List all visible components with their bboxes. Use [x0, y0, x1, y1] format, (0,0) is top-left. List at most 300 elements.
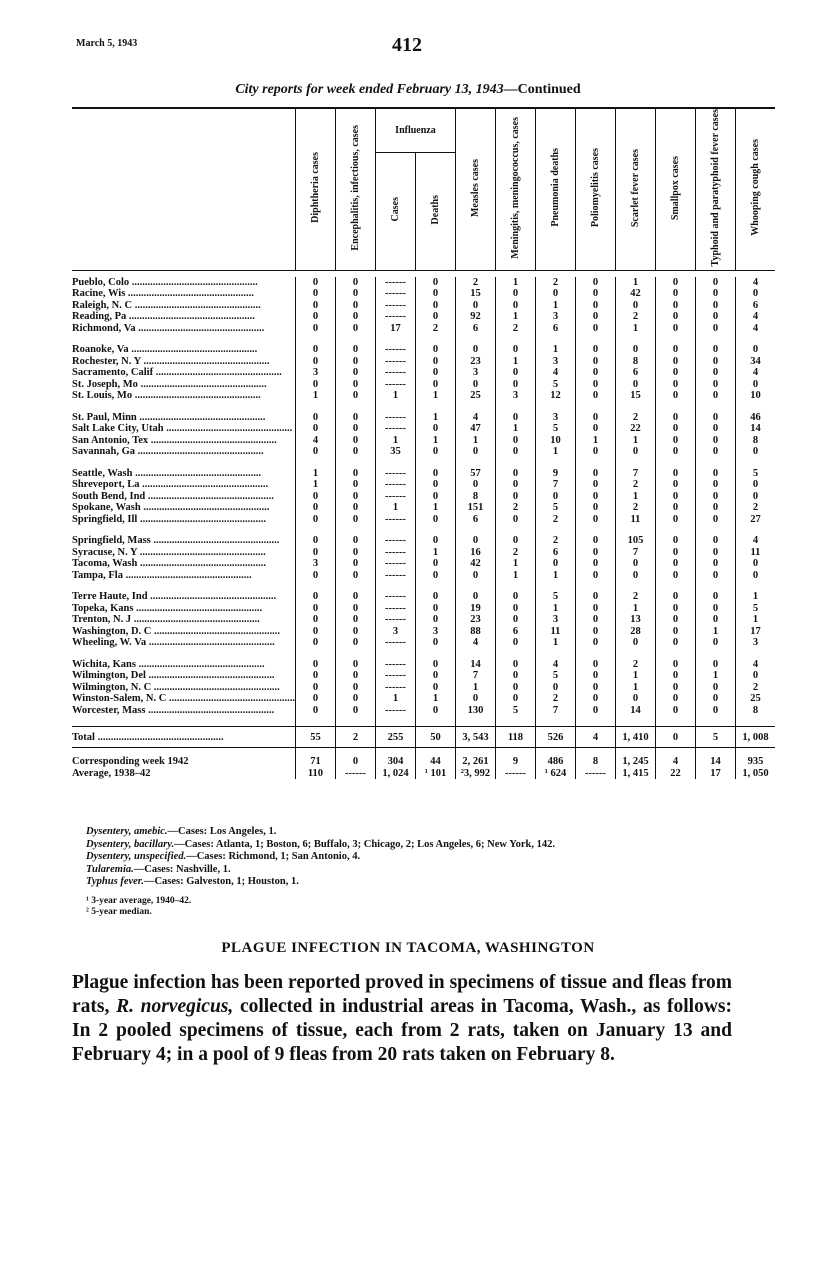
table-cell: 0 — [295, 277, 335, 289]
table-row — [72, 412, 775, 424]
table-cell: 0 — [295, 423, 335, 435]
table-cell: 0 — [415, 670, 455, 682]
table-cell: 0 — [735, 670, 775, 682]
table-cell: ------ — [375, 300, 415, 312]
city-name: South Bend, Ind ..... — [72, 491, 295, 503]
table-cell: 0 — [575, 603, 615, 615]
table-cell: 1, 024 — [375, 768, 415, 780]
table-cell: ------ — [375, 277, 415, 289]
table-cell: 1, 410 — [615, 727, 655, 748]
table-cell: 0 — [295, 591, 335, 603]
table-cell: 0 — [695, 367, 735, 379]
table-cell: 0 — [575, 446, 615, 458]
table-row — [72, 614, 775, 626]
table-cell: 0 — [695, 423, 735, 435]
table-cell: 1 — [615, 670, 655, 682]
table-cell: 15 — [455, 288, 495, 300]
col-influenza-deaths: Deaths — [415, 152, 455, 270]
table-cell: 0 — [655, 423, 695, 435]
table-cell: 0 — [575, 693, 615, 705]
table-cell: ------ — [375, 659, 415, 671]
table-cell: 0 — [415, 570, 455, 582]
running-header-date: March 5, 1943 — [76, 38, 138, 49]
table-cell: 7 — [535, 479, 575, 491]
table-cell: 0 — [655, 558, 695, 570]
table-cell: 25 — [735, 693, 775, 705]
table-cell: 0 — [695, 547, 735, 559]
table-cell: 0 — [655, 435, 695, 447]
col-scarlet: Scarlet fever cases — [615, 108, 655, 270]
table-cell: 2 — [535, 514, 575, 526]
table-cell: 1 — [735, 614, 775, 626]
table-cell: 92 — [455, 311, 495, 323]
table-cell: 0 — [575, 535, 615, 547]
table-cell: 0 — [335, 570, 375, 582]
city-name: Racine, Wis ..... — [72, 288, 295, 300]
table-caption — [0, 82, 816, 98]
table-cell: ------ — [375, 288, 415, 300]
table-cell: 22 — [615, 423, 655, 435]
table-cell: 1 — [415, 693, 455, 705]
table-cell: 14 — [615, 705, 655, 717]
table-cell: 0 — [295, 659, 335, 671]
table-row — [72, 659, 775, 671]
table-cell: 44 — [415, 756, 455, 768]
col-diphtheria: Diphtheria cases — [295, 108, 335, 270]
table-cell: 0 — [695, 682, 735, 694]
table-cell: 0 — [295, 693, 335, 705]
table-cell: 3 — [495, 390, 535, 402]
table-cell: 10 — [535, 435, 575, 447]
table-cell: 0 — [495, 468, 535, 480]
species-name: R. norvegicus, — [116, 996, 234, 1017]
table-cell: 1 — [615, 603, 655, 615]
table-cell: 0 — [415, 356, 455, 368]
table-cell: 0 — [335, 626, 375, 638]
table-cell: 0 — [655, 705, 695, 717]
table-cell: ------ — [375, 535, 415, 547]
table-row — [72, 591, 775, 603]
city-name: Wilmington, N. C ..... — [72, 682, 295, 694]
table-cell: 4 — [455, 637, 495, 649]
table-cell: 0 — [655, 367, 695, 379]
table-cell: 0 — [495, 379, 535, 391]
table-row — [72, 277, 775, 289]
city-name: Wilmington, Del ..... — [72, 670, 295, 682]
table-cell: 0 — [335, 756, 375, 768]
table-cell: 0 — [295, 323, 335, 335]
table-cell: 5 — [535, 502, 575, 514]
table-cell: 0 — [295, 412, 335, 424]
table-cell: 1 — [375, 693, 415, 705]
table-cell: 10 — [735, 390, 775, 402]
col-measles: Measles cases — [455, 108, 495, 270]
table-cell: 2 — [335, 727, 375, 748]
table-cell: 0 — [695, 390, 735, 402]
table-cell: 0 — [335, 514, 375, 526]
table-cell: 0 — [655, 468, 695, 480]
city-name: Total ..... — [72, 727, 295, 748]
table-cell: 0 — [335, 547, 375, 559]
table-cell: 1 — [295, 390, 335, 402]
table-cell: 0 — [495, 535, 535, 547]
table-cell: 0 — [735, 288, 775, 300]
table-cell: 3 — [735, 637, 775, 649]
table-cell: 12 — [535, 390, 575, 402]
table-cell: 0 — [655, 390, 695, 402]
table-cell: 0 — [415, 535, 455, 547]
city-name: St. Joseph, Mo ..... — [72, 379, 295, 391]
table-cell: 46 — [735, 412, 775, 424]
table-cell: 13 — [615, 614, 655, 626]
table-cell: 0 — [415, 288, 455, 300]
table-cell: 0 — [335, 344, 375, 356]
table-cell: 0 — [295, 379, 335, 391]
table-cell: 0 — [495, 693, 535, 705]
table-row — [72, 626, 775, 638]
table-cell: 0 — [655, 356, 695, 368]
table-cell: 0 — [575, 479, 615, 491]
table-row — [72, 558, 775, 570]
table-cell: 1 — [535, 446, 575, 458]
table-cell: 8 — [735, 435, 775, 447]
table-row — [72, 356, 775, 368]
table-cell: 0 — [495, 435, 535, 447]
table-cell: 42 — [455, 558, 495, 570]
table-cell: 4 — [735, 535, 775, 547]
table-cell: 0 — [615, 570, 655, 582]
table-cell: 0 — [335, 323, 375, 335]
table-cell: 5 — [535, 670, 575, 682]
table-cell: 0 — [695, 344, 735, 356]
table-cell: 1 — [415, 390, 455, 402]
table-cell: 0 — [495, 659, 535, 671]
table-cell: 0 — [335, 446, 375, 458]
table-cell: 0 — [335, 558, 375, 570]
table-cell: 3, 543 — [455, 727, 495, 748]
table-row — [72, 446, 775, 458]
city-name: Syracuse, N. Y ..... — [72, 547, 295, 559]
table-row — [72, 727, 775, 748]
table-cell: 0 — [615, 344, 655, 356]
table-cell: 0 — [735, 344, 775, 356]
city-name: Wheeling, W. Va ..... — [72, 637, 295, 649]
table-cell: 2 — [495, 502, 535, 514]
table-cell: 0 — [495, 637, 535, 649]
table-cell: 55 — [295, 727, 335, 748]
table-cell: 0 — [495, 614, 535, 626]
table-cell: 23 — [455, 356, 495, 368]
table-cell: 1 — [495, 356, 535, 368]
table-cell: 0 — [575, 626, 615, 638]
table-cell: 23 — [455, 614, 495, 626]
table-cell: 0 — [695, 514, 735, 526]
table-row — [72, 768, 775, 780]
table-row — [72, 705, 775, 717]
table-cell: 0 — [335, 356, 375, 368]
table-cell: 2, 261 — [455, 756, 495, 768]
table-cell: ------ — [495, 768, 535, 780]
table-cell: 1 — [615, 435, 655, 447]
table-row — [72, 535, 775, 547]
table-cell: ------ — [375, 491, 415, 503]
table-cell: 71 — [295, 756, 335, 768]
table-cell: 0 — [695, 535, 735, 547]
table-cell: 0 — [695, 570, 735, 582]
table-cell: 2 — [535, 277, 575, 289]
table-cell: 0 — [695, 277, 735, 289]
col-whooping: Whooping cough cases — [735, 108, 775, 270]
table-cell: 0 — [335, 705, 375, 717]
table-cell: 0 — [655, 300, 695, 312]
table-cell: ------ — [375, 412, 415, 424]
table-cell: 1 — [455, 682, 495, 694]
table-cell: 1 — [535, 637, 575, 649]
table-cell: 11 — [735, 547, 775, 559]
col-encephalitis: Encephalitis, infectious, cases — [335, 108, 375, 270]
table-row — [72, 367, 775, 379]
table-cell: 0 — [495, 682, 535, 694]
table-cell: 0 — [735, 570, 775, 582]
table-row — [72, 547, 775, 559]
body-paragraph: Plague infection has been reported proved in specimens of tissue and fleas from rats, R. norvegicus, collected in industrial areas in Tacoma, Wash., as follows: In 2 pooled specimens of tissue, each from 2 rats, taken on January 13 and February 4; in a pool of 9 fleas from 20 rats taken on February 8. — [72, 972, 732, 1065]
city-name: Worcester, Mass ..... — [72, 705, 295, 717]
table-cell: 0 — [615, 693, 655, 705]
table-cell: 0 — [295, 514, 335, 526]
table-row — [72, 514, 775, 526]
table-row — [72, 603, 775, 615]
table-cell: 0 — [655, 344, 695, 356]
table-cell: 1 — [375, 390, 415, 402]
table-row — [72, 682, 775, 694]
table-cell: 0 — [695, 693, 735, 705]
table-cell: 3 — [535, 356, 575, 368]
table-cell: 0 — [655, 570, 695, 582]
table-cell: 25 — [455, 390, 495, 402]
table-cell: 4 — [735, 311, 775, 323]
table-cell: 0 — [655, 491, 695, 503]
table-row — [72, 479, 775, 491]
table-cell: 0 — [455, 344, 495, 356]
city-name: Terre Haute, Ind ..... — [72, 591, 295, 603]
table-cell: 2 — [615, 412, 655, 424]
table-cell: 0 — [575, 468, 615, 480]
table-cell: 0 — [335, 277, 375, 289]
table-cell: 0 — [695, 379, 735, 391]
table-cell: 5 — [535, 379, 575, 391]
table-cell: 0 — [495, 344, 535, 356]
table-cell: 27 — [735, 514, 775, 526]
table-cell: 2 — [615, 479, 655, 491]
table-cell: 0 — [655, 379, 695, 391]
table-cell: 1 — [535, 300, 575, 312]
table-cell: 0 — [415, 479, 455, 491]
table-cell: 0 — [455, 379, 495, 391]
table-cell: 526 — [535, 727, 575, 748]
table-cell: 1 — [295, 468, 335, 480]
table-cell: ------ — [375, 356, 415, 368]
col-pneumonia: Pneumonia deaths — [535, 108, 575, 270]
table-cell: 0 — [415, 311, 455, 323]
footnotes — [86, 896, 191, 918]
table-row — [72, 435, 775, 447]
table-cell: 0 — [295, 682, 335, 694]
table-cell: 0 — [295, 637, 335, 649]
table-cell: 0 — [695, 288, 735, 300]
city-name: Raleigh, N. C ..... — [72, 300, 295, 312]
table-cell: 4 — [735, 367, 775, 379]
table-cell: 0 — [655, 626, 695, 638]
table-cell: 8 — [575, 756, 615, 768]
table-cell: 1 — [615, 491, 655, 503]
table-cell: 1 — [495, 570, 535, 582]
table-cell: 0 — [535, 682, 575, 694]
footnote: ² 5-year median. — [86, 907, 152, 917]
table-caption-title: City reports for week ended February 13, 1943 — [235, 82, 504, 97]
table-cell: 6 — [495, 626, 535, 638]
city-name: Washington, D. C ..... — [72, 626, 295, 638]
table-cell: 0 — [535, 558, 575, 570]
table-cell: 0 — [575, 514, 615, 526]
table-cell: 0 — [335, 479, 375, 491]
table-cell: 1 — [695, 670, 735, 682]
table-cell: 0 — [735, 558, 775, 570]
table-cell: 118 — [495, 727, 535, 748]
table-cell: 0 — [335, 693, 375, 705]
table-cell: 3 — [535, 412, 575, 424]
note-line: Dysentery, amebic.—Cases: Los Angeles, 1. — [86, 826, 277, 837]
table-cell: 0 — [655, 637, 695, 649]
table-cell: 0 — [295, 300, 335, 312]
table-cell: 0 — [575, 570, 615, 582]
table-cell: 0 — [655, 659, 695, 671]
table-cell: 3 — [415, 626, 455, 638]
table-cell: 0 — [495, 491, 535, 503]
table-cell: 0 — [695, 491, 735, 503]
table-cell: 19 — [455, 603, 495, 615]
table-cell: 0 — [695, 300, 735, 312]
col-meningitis: Meningitis, meningococcus, cases — [495, 108, 535, 270]
table-cell: 0 — [655, 502, 695, 514]
city-name: Average, 1938–42 — [72, 767, 151, 779]
table-cell: 6 — [535, 323, 575, 335]
table-cell: 0 — [455, 300, 495, 312]
table-cell: ------ — [575, 768, 615, 780]
table-cell: 1, 008 — [735, 727, 775, 748]
city-name: St. Paul, Minn ..... — [72, 412, 295, 424]
table-cell: 14 — [695, 756, 735, 768]
table-cell: ------ — [375, 547, 415, 559]
table-cell: 4 — [535, 659, 575, 671]
table-cell: 0 — [295, 356, 335, 368]
table-cell: 0 — [295, 491, 335, 503]
table-cell: 9 — [495, 756, 535, 768]
table-cell: 4 — [455, 412, 495, 424]
table-cell: ------ — [375, 468, 415, 480]
table-cell: 130 — [455, 705, 495, 717]
table-cell: 0 — [575, 547, 615, 559]
table-cell: 0 — [655, 479, 695, 491]
table-cell: 0 — [295, 502, 335, 514]
table-cell: 8 — [735, 705, 775, 717]
table-cell: 0 — [655, 727, 695, 748]
table-cell: 0 — [295, 705, 335, 717]
table-cell: 15 — [615, 390, 655, 402]
table-cell: 2 — [615, 502, 655, 514]
table-cell: 17 — [735, 626, 775, 638]
table-cell: 0 — [295, 626, 335, 638]
table-cell: 0 — [535, 288, 575, 300]
table-cell: 0 — [575, 367, 615, 379]
table-cell: 2 — [615, 659, 655, 671]
table-cell: 0 — [575, 614, 615, 626]
table-cell: 1 — [415, 547, 455, 559]
city-name: Salt Lake City, Utah ..... — [72, 423, 295, 435]
table-cell: 0 — [495, 514, 535, 526]
table-cell: 0 — [295, 288, 335, 300]
table-cell: 1 — [495, 277, 535, 289]
table-cell: 0 — [415, 591, 455, 603]
table-cell: 2 — [495, 323, 535, 335]
table-row — [72, 693, 775, 705]
table-cell: 0 — [575, 311, 615, 323]
table-cell: 1 — [615, 277, 655, 289]
table-cell: 0 — [575, 637, 615, 649]
table-cell: 0 — [615, 446, 655, 458]
city-name: Tampa, Fla ..... — [72, 570, 295, 582]
table-cell: 0 — [415, 558, 455, 570]
table-cell: 0 — [295, 614, 335, 626]
table-row — [72, 570, 775, 582]
table-cell: 5 — [735, 603, 775, 615]
table-cell: 0 — [335, 367, 375, 379]
table-cell: 22 — [655, 768, 695, 780]
city-name: Spokane, Wash ..... — [72, 502, 295, 514]
table-cell: 2 — [415, 323, 455, 335]
table-cell: 0 — [655, 547, 695, 559]
table-cell: 0 — [575, 423, 615, 435]
table-cell: 0 — [655, 591, 695, 603]
table-cell: 0 — [695, 323, 735, 335]
table-cell: 0 — [615, 300, 655, 312]
table-row — [72, 288, 775, 300]
table-row — [72, 637, 775, 649]
table-cell: ------ — [375, 670, 415, 682]
table-cell: 0 — [655, 603, 695, 615]
note-line: Dysentery, unspecified.—Cases: Richmond, 1; San Antonio, 4. — [86, 851, 361, 862]
city-name: Springfield, Mass ..... — [72, 535, 295, 547]
table-cell: 0 — [735, 379, 775, 391]
table-cell: 2 — [495, 547, 535, 559]
table-cell: ------ — [375, 614, 415, 626]
table-cell: 0 — [335, 288, 375, 300]
table-cell: 88 — [455, 626, 495, 638]
table-cell: 35 — [375, 446, 415, 458]
city-name: Pueblo, Colo ..... — [72, 277, 295, 289]
page-number: 412 — [392, 34, 422, 56]
table-cell: 6 — [455, 514, 495, 526]
table-cell: 1 — [575, 435, 615, 447]
table-cell: 0 — [335, 670, 375, 682]
table-cell: 0 — [495, 603, 535, 615]
table-cell: 0 — [455, 446, 495, 458]
col-typhoid: Typhoid and paratyphoid fever cases — [695, 108, 735, 270]
table-cell: 1 — [535, 570, 575, 582]
table-cell: 1 — [615, 323, 655, 335]
table-cell: 0 — [415, 344, 455, 356]
table-cell: 0 — [415, 682, 455, 694]
city-name: Rochester, N. Y ..... — [72, 356, 295, 368]
